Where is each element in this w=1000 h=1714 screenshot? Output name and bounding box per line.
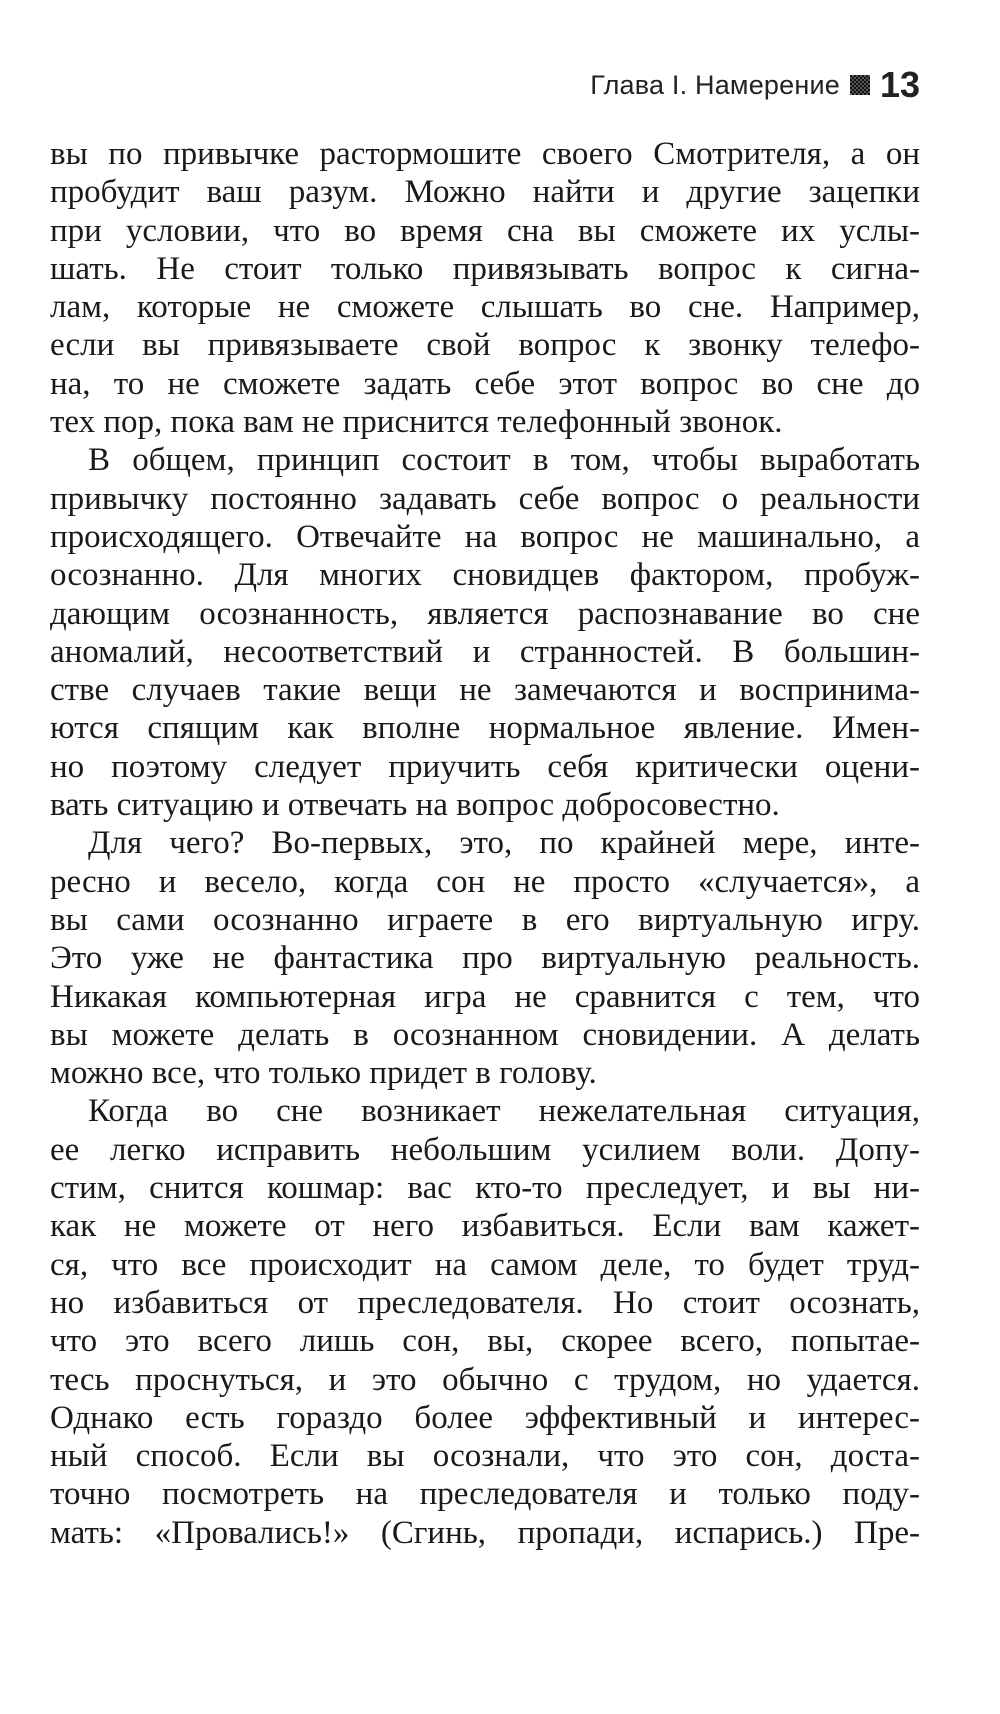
text-line: ресно и весело, когда сон не просто «случается», а <box>50 863 920 900</box>
text-line: шать. Не стоит только привязывать вопрос к сигна- <box>50 250 920 287</box>
body-text <box>50 135 920 1552</box>
text-line: но избавиться от преследователя. Но стоит осознать, <box>50 1284 920 1321</box>
text-line: тех пор, пока вам не приснится телефонный звонок. <box>50 404 783 441</box>
text-line: но поэтому следует приучить себя критически оцени- <box>50 748 920 785</box>
text-line: Никакая компьютерная игра не сравнится с тем, что <box>50 978 920 1015</box>
text-line: вать ситуацию и отвечать на вопрос добросовестно. <box>50 787 780 824</box>
text-line: Когда во сне возникает нежелательная ситуация, <box>88 1093 920 1130</box>
text-line: можно все, что только придет в голову. <box>50 1055 597 1092</box>
text-line: ее легко исправить небольшим усилием воли. Допу- <box>50 1131 920 1168</box>
text-line: осознанно. Для многих сновидцев фактором, пробуж- <box>50 557 920 594</box>
paragraph <box>50 441 920 824</box>
chapter-title: Глава I. Намерение <box>590 69 840 100</box>
text-line: пробудит ваш разум. Можно найти и другие зацепки <box>50 174 920 211</box>
text-line: ются спящим как вполне нормальное явление. Имен- <box>50 710 920 747</box>
text-line: мать: «Провались!» (Сгинь, пропади, испарись.) Пре- <box>50 1514 920 1551</box>
text-line: аномалий, несоответствий и странностей. В большин- <box>50 633 920 670</box>
paragraph <box>50 1092 920 1552</box>
text-line: вы сами осознанно играете в его виртуальную игру. <box>50 901 920 938</box>
text-line: привычку постоянно задавать себе вопрос о реальности <box>50 480 920 517</box>
text-line: тесь проснуться, и это обычно с трудом, но удается. <box>50 1361 920 1398</box>
text-line: Однако есть гораздо более эффективный и интерес- <box>50 1399 920 1436</box>
text-line: Это уже не фантастика про виртуальную реальность. <box>50 940 920 977</box>
page-number: 13 <box>879 64 920 105</box>
text-line: если вы привязываете свой вопрос к звонку телефо- <box>50 327 920 364</box>
text-line: как не можете от него избавиться. Если вам кажет- <box>50 1208 920 1245</box>
text-line: вы по привычке растормошите своего Смотрителя, а он <box>50 136 920 172</box>
running-head <box>520 60 920 110</box>
text-line: ный способ. Если вы осознали, что это сон, доста- <box>50 1438 920 1475</box>
text-line: В общем, принцип состоит в том, чтобы выработать <box>88 442 920 479</box>
text-line: точно посмотреть на преследователя и только поду- <box>50 1476 920 1513</box>
text-line: что это всего лишь сон, вы, скорее всего, попытае- <box>50 1323 920 1360</box>
text-line: лам, которые не сможете слышать во сне. Например, <box>50 289 920 326</box>
paragraph <box>50 824 920 1092</box>
text-line: Для чего? Во-первых, это, по крайней мере, инте- <box>88 825 920 862</box>
square-ornament-icon <box>850 75 870 95</box>
text-line: ся, что все происходит на самом деле, то будет труд- <box>50 1246 920 1283</box>
text-line: на, то не сможете задать себе этот вопрос во сне до <box>50 365 920 402</box>
text-line: дающим осознанность, является распознавание во сне <box>50 595 920 632</box>
text-line: стим, снится кошмар: вас кто-то преследует, и вы ни- <box>50 1170 920 1207</box>
paragraph <box>50 135 920 441</box>
text-line: происходящего. Отвечайте на вопрос не машинально, а <box>50 518 920 555</box>
text-line: при условии, что во время сна вы сможете их услы- <box>50 212 920 249</box>
text-line: стве случаев такие вещи не замечаются и воспринима- <box>50 672 920 709</box>
text-line: вы можете делать в осознанном сновидении. А делать <box>50 1016 920 1053</box>
